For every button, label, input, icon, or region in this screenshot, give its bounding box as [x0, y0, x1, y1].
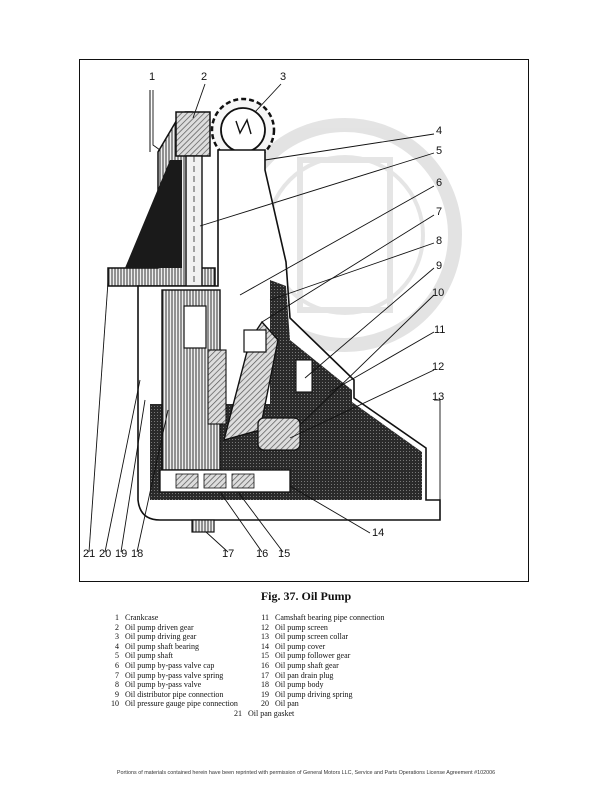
legend-number: 18	[261, 680, 269, 690]
legend-text: Crankcase	[125, 613, 159, 622]
legend-text: Oil pump shaft	[125, 651, 173, 661]
legend-number: 7	[115, 670, 119, 680]
legend-number: 17	[261, 670, 269, 680]
legend-number: 21	[234, 709, 242, 718]
legend-text: Oil pump driven gear	[125, 622, 194, 632]
legend-number: 15	[261, 651, 269, 661]
legend-number: 11	[261, 613, 269, 622]
callout-15: 15	[278, 548, 291, 560]
legend-number: 20	[261, 699, 269, 709]
legend-text: Oil pump by-pass valve spring	[125, 670, 224, 680]
legend-text: Oil pan	[275, 699, 299, 709]
legend-number: 9	[115, 689, 119, 699]
callout-7: 7	[436, 206, 443, 218]
oil-pump-body	[162, 290, 226, 470]
callout-9: 9	[436, 260, 443, 272]
legend-number: 5	[115, 651, 119, 661]
legend-number: 4	[115, 641, 119, 651]
callout-20: 20	[99, 548, 112, 560]
legend-number: 3	[115, 632, 119, 642]
callout-16: 16	[256, 548, 269, 560]
legend-text: Oil pump screen collar	[275, 632, 349, 642]
legend-text: Oil pump follower gear	[275, 651, 351, 661]
callout-4: 4	[436, 125, 443, 137]
legend-text: Oil pump shaft gear	[275, 660, 339, 670]
legend-text: Oil pump driving gear	[125, 632, 197, 642]
callout-1: 1	[149, 71, 156, 83]
oil-pan-drain-plug	[192, 520, 214, 532]
legend-number: 2	[115, 622, 119, 632]
legend-number: 14	[261, 641, 269, 651]
legend-text: Oil pressure gauge pipe connection	[125, 699, 238, 709]
callout-10: 10	[432, 287, 445, 299]
legend-text: Oil pump by-pass valve	[125, 680, 202, 690]
legend-text: Oil pump cover	[275, 641, 326, 651]
legend-text: Oil pump driving spring	[275, 689, 353, 699]
callout-17: 17	[222, 548, 235, 560]
parts-legend	[107, 613, 537, 718]
callout-2: 2	[201, 71, 208, 83]
legend-text: Oil pump by-pass valve cap	[125, 660, 215, 670]
legend-number: 10	[111, 699, 119, 709]
callout-8: 8	[436, 235, 443, 247]
oil-pump-driven-gear	[176, 112, 210, 156]
license-footer: Portions of materials contained herein have been reprinted with permission of General Motors LLC, Service and Parts Operations License Agreement #102006	[116, 770, 496, 776]
callout-5: 5	[436, 145, 443, 157]
legend-number: 12	[261, 622, 269, 632]
callout-14: 14	[372, 527, 385, 539]
callout-11: 11	[434, 324, 446, 336]
figure-caption: Fig. 37. Oil Pump	[260, 589, 352, 603]
legend-number: 8	[115, 680, 119, 690]
legend-number: 16	[261, 660, 269, 670]
callout-21: 21	[83, 548, 96, 560]
legend-number: 19	[261, 689, 269, 699]
legend-number: 13	[261, 632, 269, 642]
callout-13: 13	[432, 391, 445, 403]
legend-number: 6	[115, 660, 119, 670]
callout-18: 18	[131, 548, 144, 560]
legend-text: Oil pan gasket	[248, 709, 295, 718]
legend-text: Oil pan drain plug	[275, 670, 334, 680]
legend-text: Oil pump screen	[275, 622, 328, 632]
callout-12: 12	[432, 361, 445, 373]
legend-text: Oil distributor pipe connection	[125, 689, 224, 699]
legend-text: Oil pump shaft bearing	[125, 641, 199, 651]
callout-19: 19	[115, 548, 128, 560]
oil-pump-gears-and-cover	[160, 470, 290, 492]
legend-text: Oil pump body	[275, 680, 324, 690]
legend-text: Camshaft bearing pipe connection	[275, 613, 385, 622]
callout-3: 3	[280, 71, 287, 83]
legend-number: 1	[115, 613, 119, 622]
callout-6: 6	[436, 177, 443, 189]
